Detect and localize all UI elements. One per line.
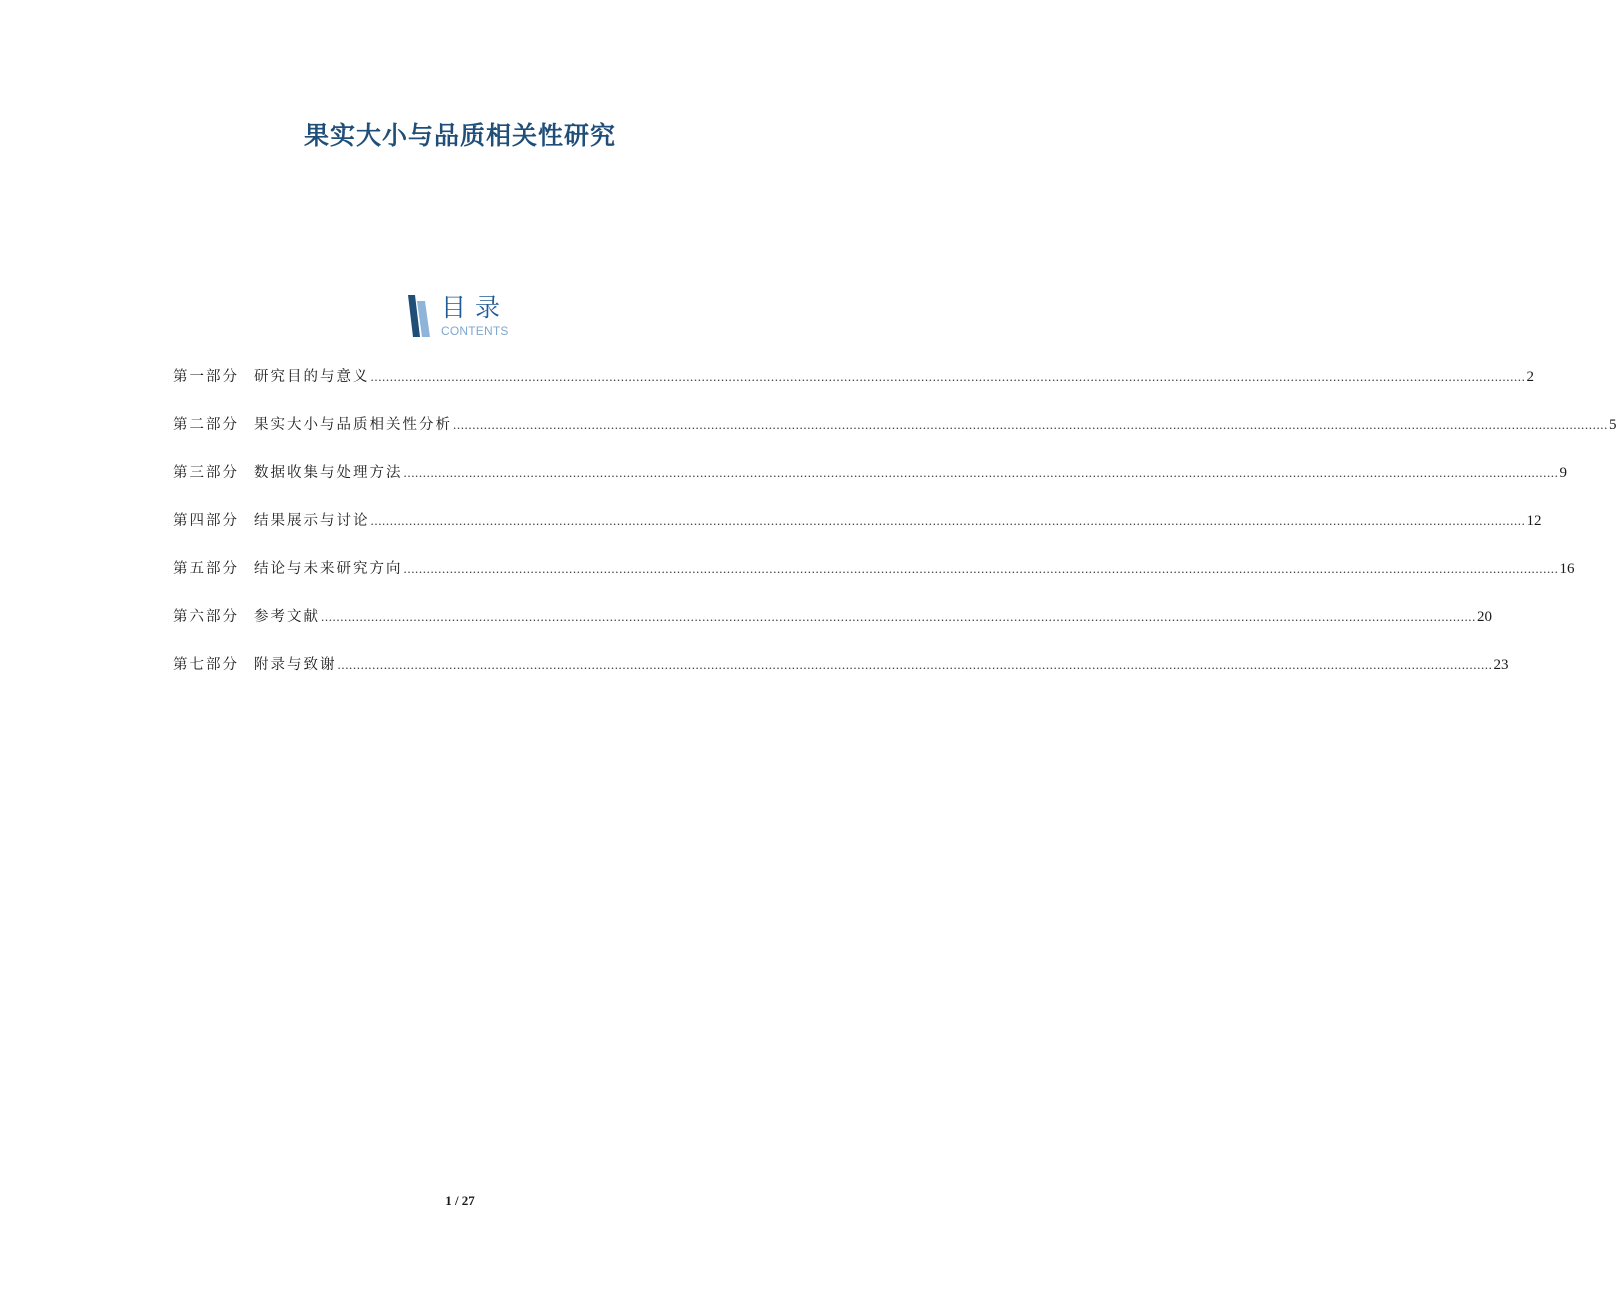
- toc-entry-part: 第一部分: [173, 369, 239, 385]
- toc-entry-title: 结果展示与讨论: [254, 513, 370, 529]
- toc-entry[interactable]: [173, 509, 1542, 557]
- toc-leader-dots: ............................................................................................................................................................................................................................................................................................................: [337, 657, 1493, 672]
- toc-entry-page: 16: [1559, 561, 1575, 577]
- toc-entry[interactable]: [173, 413, 1617, 461]
- toc-entry-page: 23: [1493, 657, 1509, 673]
- toc-entry-page: 20: [1477, 609, 1492, 625]
- page-number: 1 / 27: [445, 1193, 475, 1208]
- book-spine-icon: [406, 295, 432, 337]
- toc-entry-page: 2: [1526, 369, 1534, 385]
- toc-entry[interactable]: [173, 461, 1567, 509]
- toc-entry-part: 第四部分: [173, 513, 239, 529]
- toc-leader-dots: ............................................................................................................................................................................................................................................................................................................: [403, 561, 1559, 576]
- toc-entry[interactable]: [173, 365, 1534, 413]
- toc-entry[interactable]: [173, 653, 1509, 701]
- toc-entry-part: 第三部分: [173, 465, 239, 481]
- document-title: 果实大小与品质相关性研究: [303, 121, 616, 150]
- toc-entry-title: 数据收集与处理方法: [254, 465, 403, 481]
- toc-entry-title: 结论与未来研究方向: [254, 561, 403, 577]
- toc-entry[interactable]: [173, 605, 1492, 653]
- toc-entry-title: 参考文献: [254, 609, 320, 625]
- toc-leader-dots: ............................................................................................................................................................................................................................................................................................................: [370, 513, 1526, 528]
- toc-entry-title: 果实大小与品质相关性分析: [254, 417, 452, 433]
- toc-leader-dots: ............................................................................................................................................................................................................................................................................................................: [403, 465, 1559, 480]
- toc-entry-part: 第七部分: [173, 657, 239, 673]
- toc-entry-page: 9: [1559, 465, 1567, 481]
- toc-entry-page: 5: [1609, 417, 1617, 433]
- toc-leader-dots: ............................................................................................................................................................................................................................................................................................................: [370, 369, 1526, 384]
- toc-entry-part: 第五部分: [173, 561, 239, 577]
- toc-heading: [0, 293, 920, 339]
- toc-entry-title: 附录与致谢: [254, 657, 337, 673]
- toc-heading-english: CONTENTS: [441, 324, 509, 338]
- toc-list: [173, 365, 1617, 701]
- toc-entry-page: 12: [1526, 513, 1542, 529]
- toc-heading-text: 目录: [441, 293, 510, 322]
- toc-entry-part: 第二部分: [173, 417, 239, 433]
- toc-entry-part: 第六部分: [173, 609, 239, 625]
- toc-leader-dots: ............................................................................................................................................................................................................................................................................................................: [453, 417, 1608, 432]
- toc-entry[interactable]: [173, 557, 1575, 605]
- toc-entry-title: 研究目的与意义: [254, 369, 370, 385]
- toc-leader-dots: ............................................................................................................................................................................................................................................................................................................: [321, 609, 1476, 624]
